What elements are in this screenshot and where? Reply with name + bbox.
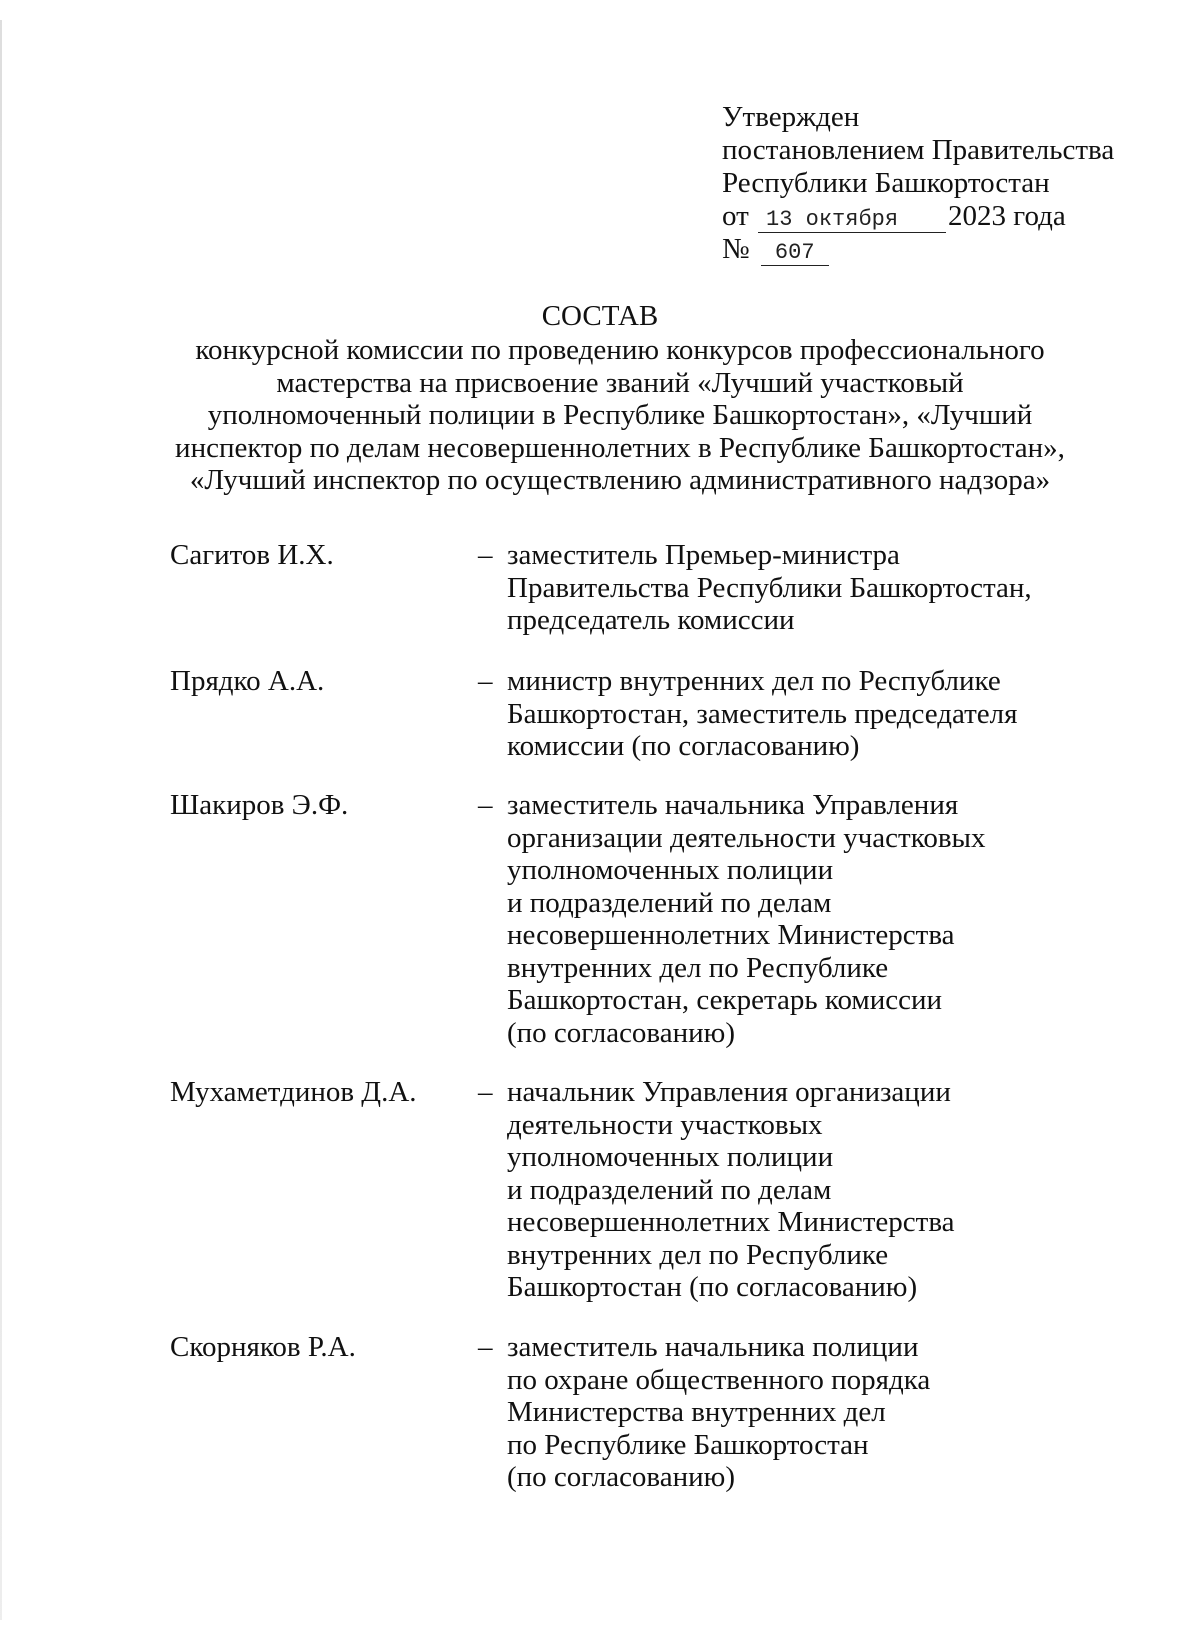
subtitle-line: «Лучший инспектор по осуществлению административного надзора» bbox=[189, 464, 1051, 496]
document-subtitle bbox=[150, 334, 1090, 497]
member-description bbox=[507, 539, 1067, 637]
subtitle-line: мастерства на присвоение званий «Лучший участковый bbox=[276, 366, 964, 399]
approval-date-line bbox=[722, 200, 1114, 233]
description-line: и подразделений по делам bbox=[507, 1173, 832, 1206]
description-line: Башкортостан, заместитель председателя bbox=[507, 697, 1018, 730]
approval-line-1: Утвержден bbox=[722, 101, 860, 133]
approval-line-3: Республики Башкортостан bbox=[722, 167, 1050, 199]
description-line: комиссии (по согласованию) bbox=[507, 730, 860, 762]
description-line: по охране общественного порядка bbox=[507, 1363, 931, 1396]
member-description bbox=[507, 1331, 1067, 1494]
description-line: и подразделений по делам bbox=[507, 886, 832, 919]
description-line: организации деятельности участковых bbox=[507, 821, 986, 854]
date-suffix: 2023 года bbox=[948, 200, 1066, 232]
subtitle-line: инспектор по делам несовершеннолетних в Республике Башкортостан», bbox=[175, 431, 1065, 464]
description-line: (по согласованию) bbox=[507, 1461, 735, 1493]
member-name: Мухаметдинов Д.А. bbox=[170, 1076, 417, 1108]
approval-line-2: постановлением Правительства bbox=[722, 134, 1115, 166]
document-title: СОСТАВ bbox=[541, 300, 659, 332]
member-name: Скорняков Р.А. bbox=[170, 1331, 356, 1363]
subtitle-line: уполномоченный полиции в Республике Башкортостан», «Лучший bbox=[207, 399, 1033, 431]
member-dash: – bbox=[478, 539, 493, 571]
description-line: (по согласованию) bbox=[507, 1016, 735, 1049]
description-line: Башкортостан (по согласованию) bbox=[507, 1271, 918, 1303]
member-description bbox=[507, 665, 1067, 763]
member-name: Прядко А.А. bbox=[170, 665, 325, 697]
number-prefix: № bbox=[722, 233, 750, 265]
member-dash: – bbox=[478, 789, 493, 821]
description-line: внутренних дел по Республике bbox=[507, 1238, 889, 1271]
description-line: председатель комиссии bbox=[507, 604, 795, 636]
description-line: несовершеннолетних Министерства bbox=[507, 919, 955, 951]
member-description bbox=[507, 1076, 1067, 1304]
description-line: несовершеннолетних Министерства bbox=[507, 1206, 955, 1238]
member-name: Шакиров Э.Ф. bbox=[170, 789, 349, 821]
description-line: Правительства Республики Башкортостан, bbox=[507, 571, 1032, 604]
date-prefix: от bbox=[722, 200, 749, 232]
description-line: по Республике Башкортостан bbox=[507, 1428, 869, 1461]
description-line: уполномоченных полиции bbox=[507, 854, 834, 886]
description-line: заместитель начальника полиции bbox=[507, 1331, 919, 1363]
member-name: Сагитов И.Х. bbox=[170, 539, 334, 571]
description-line: деятельности участковых bbox=[507, 1108, 823, 1141]
member-dash: – bbox=[478, 1076, 493, 1108]
description-line: заместитель Премьер-министра bbox=[507, 539, 900, 571]
description-line: министр внутренних дел по Республике bbox=[507, 665, 1001, 697]
description-line: уполномоченных полиции bbox=[507, 1141, 834, 1173]
description-line: заместитель начальника Управления bbox=[507, 789, 959, 821]
subtitle-line: конкурсной комиссии по проведению конкурсов профессионального bbox=[195, 334, 1045, 366]
number-value: 607 bbox=[761, 241, 829, 266]
description-line: начальник Управления организации bbox=[507, 1076, 951, 1108]
scan-edge bbox=[0, 20, 2, 1620]
date-value: 13 октября bbox=[758, 208, 946, 233]
approval-block bbox=[722, 101, 1114, 266]
description-line: Башкортостан, секретарь комиссии bbox=[507, 984, 943, 1016]
member-description bbox=[507, 789, 1067, 1049]
description-line: внутренних дел по Республике bbox=[507, 951, 889, 984]
description-line: Министерства внутренних дел bbox=[507, 1396, 886, 1428]
approval-number-line bbox=[722, 233, 1114, 266]
member-dash: – bbox=[478, 1331, 493, 1363]
member-dash: – bbox=[478, 665, 493, 697]
